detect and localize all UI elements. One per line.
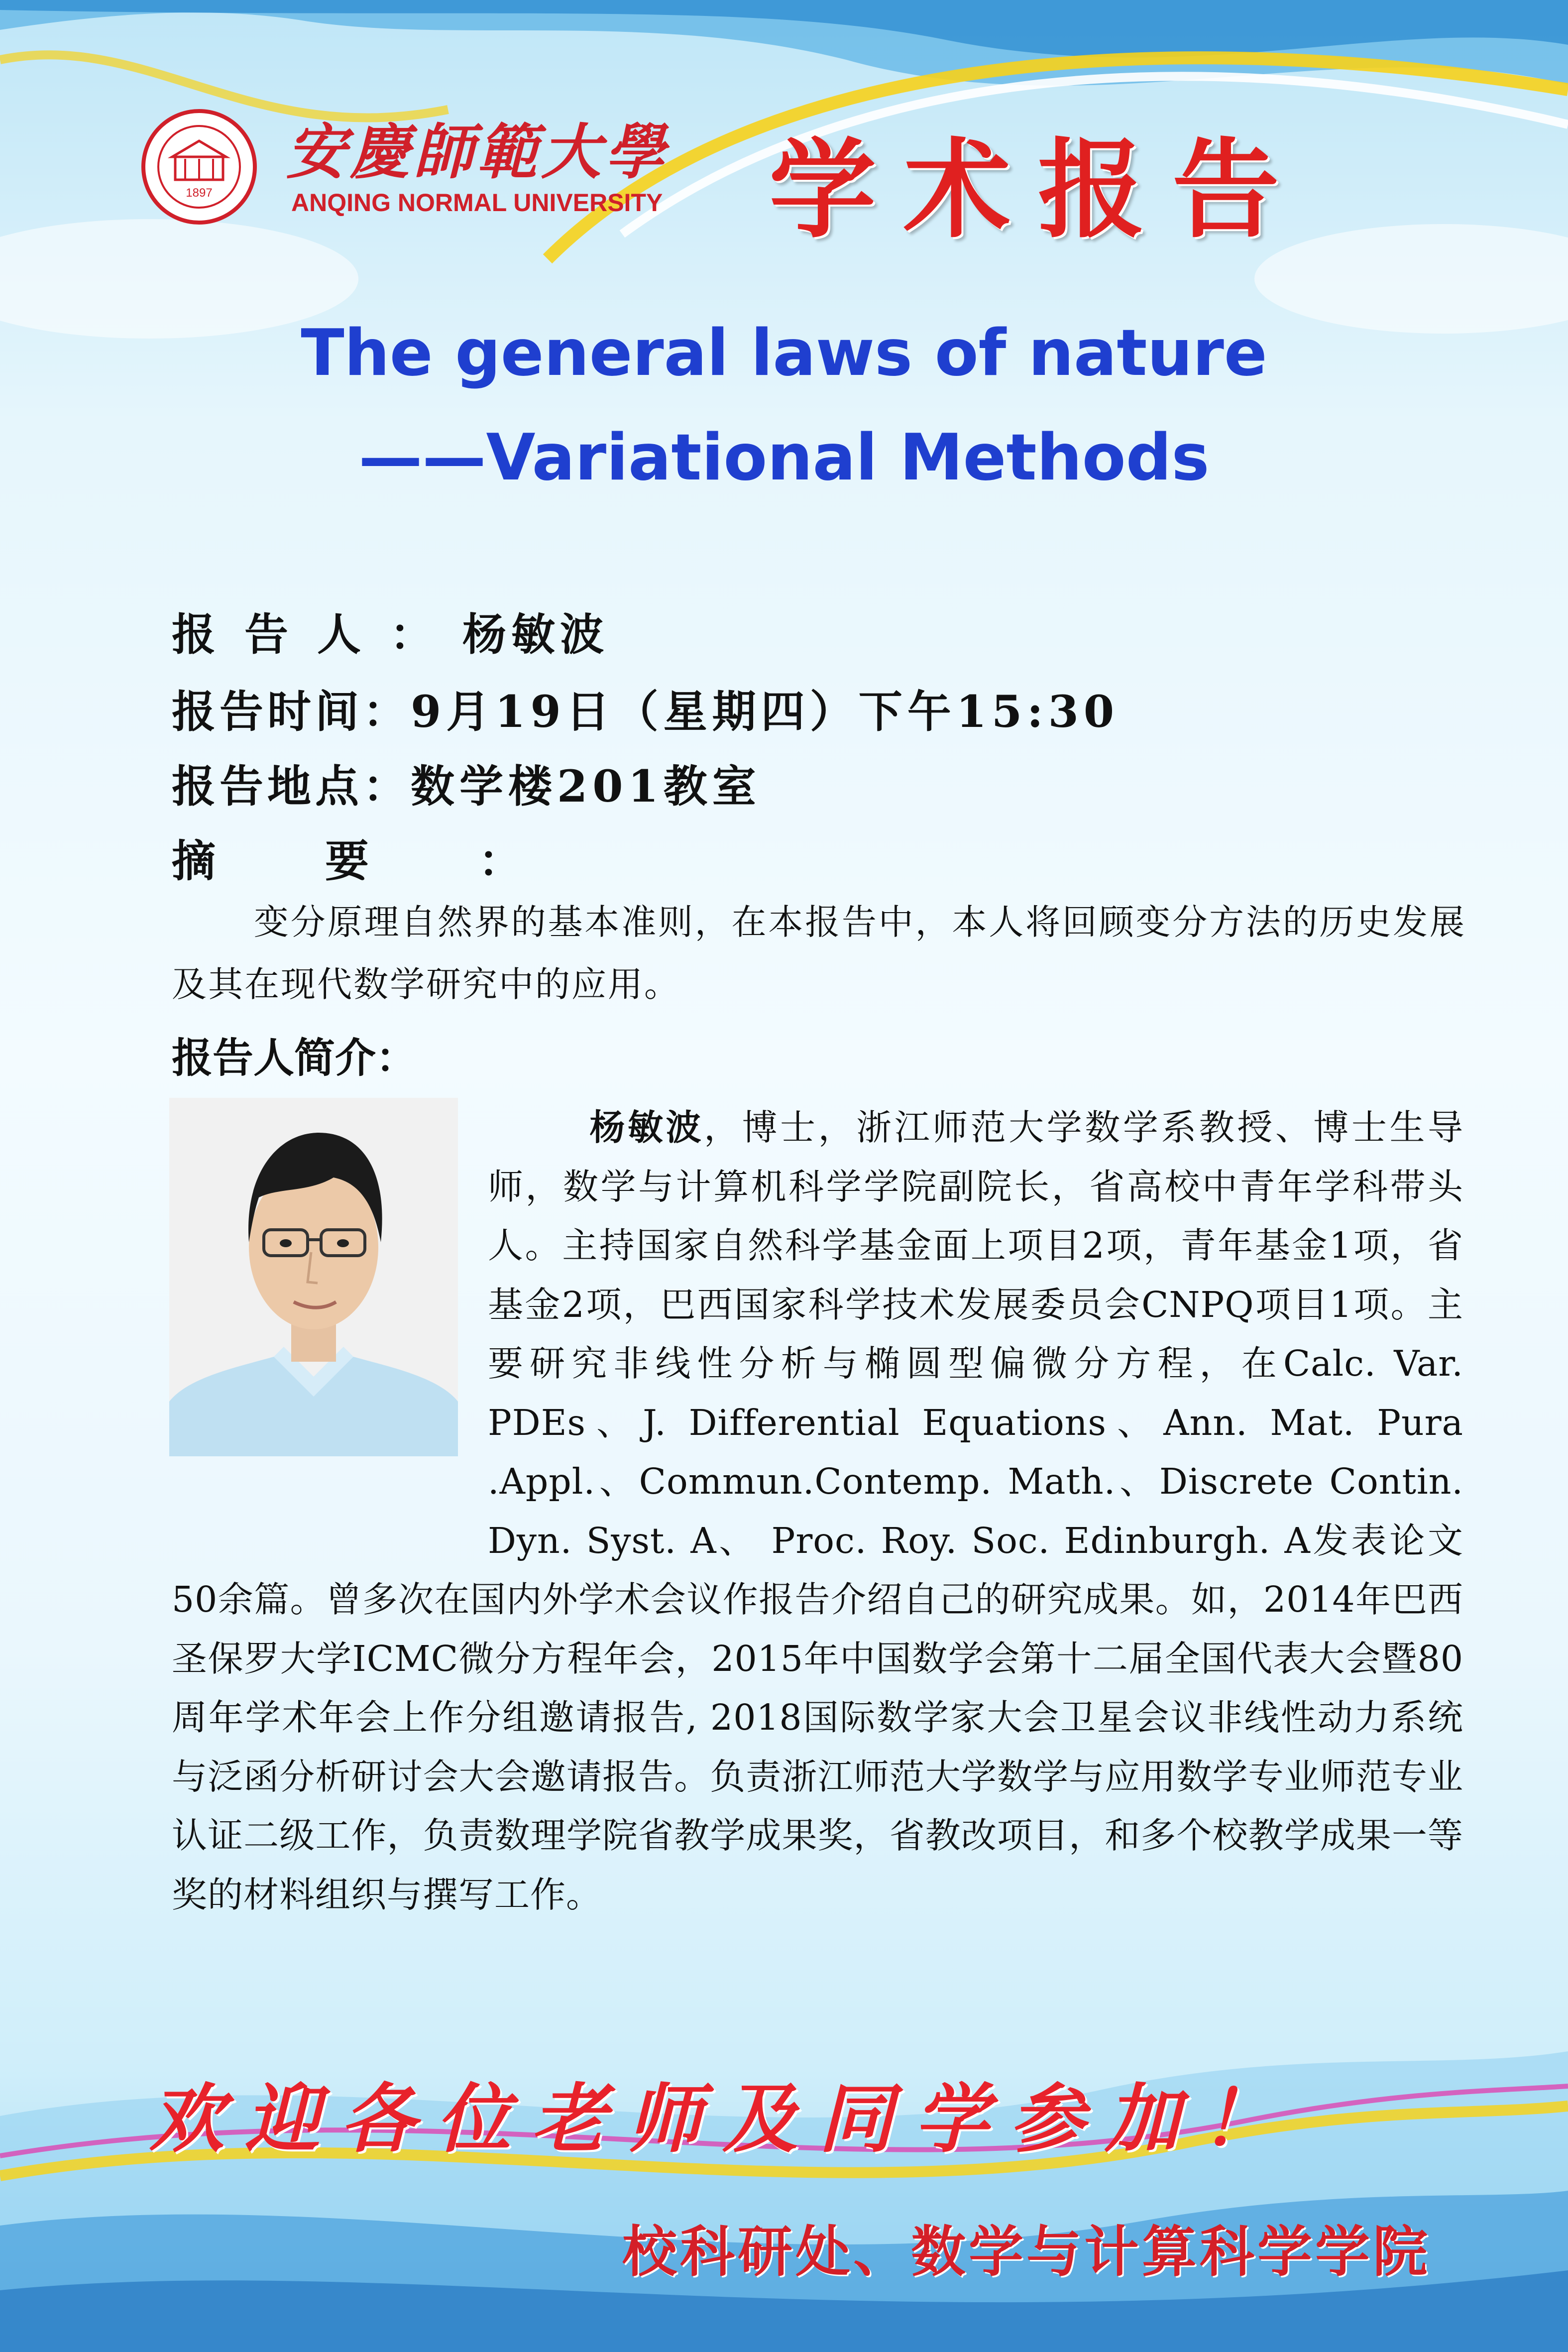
speaker-line (172, 600, 609, 663)
bio-name: 杨敏波 (587, 1106, 704, 1148)
bio-text (172, 1098, 1463, 1924)
logo-year: 1897 (186, 186, 213, 200)
abstract-label: 摘要： (172, 835, 632, 887)
place-line (172, 752, 761, 815)
abstract-heading (172, 826, 632, 889)
welcome-banner: 欢迎各位老师及同学参加！ (149, 2075, 1297, 2163)
time-line (172, 677, 1119, 740)
abstract-text: 变分原理自然界的基本准则，在本报告中，本人将回顾变分方法的历史发展及其在现代数学研究中的应用。 (172, 902, 1466, 1005)
university-name-cn: 安慶師範大學 (286, 117, 669, 187)
talk-title-line2: ——Variational Methods (358, 421, 1210, 495)
place-label: 报告地点： (172, 760, 411, 812)
university-name-en: ANQING NORMAL UNIVERSITY (291, 189, 663, 217)
time-label: 报告时间： (172, 686, 411, 737)
speaker-name: 杨敏波 (462, 608, 609, 660)
place-value: 数学楼201教室 (411, 760, 761, 812)
time-value: 9月19日（星期四）下午15:30 (411, 686, 1120, 737)
university-logo (139, 107, 259, 227)
photo-spacer (172, 1098, 488, 1556)
report-heading: 学术报告 (769, 126, 1307, 252)
speaker-label: 报告人： (172, 608, 463, 660)
bio-label: 报告人简介： (172, 1034, 417, 1082)
bio-body: ，博士，浙江师范大学数学系教授、博士生导师，数学与计算机科学学院副院长，省高校中青年学科带头人。主持国家自然科学基金面上项目2项，青年基金1项，省基金2项，巴西国家科学技术发展委员会CNPQ项目1项。主要研究非线性分析与椭圆型偏微分方程，在Calc. Var. PDEs、J. Differential Equations、Ann. Mat. Pura .Appl.、Commun.Contemp. Math.、Discrete Contin. Dyn. Syst. A、 Proc. Roy. Soc. Edinburgh. A发表论文50余篇。曾多次在国内外学术会议作报告介绍自己的研究成果。如，2014年巴西圣保罗大学ICMC微分方程年会，2015年中国数学会第十二届全国代表大会暨80周年学术年会上作分组邀请报告, 2018国际数学家大会卫星会议非线性动力系统与泛函分析研讨会大会邀请报告。负责浙江师范大学数学与应用数学专业师范专业认证二级工作，负责数理学院省教学成果奖，省教改项目，和多个校教学成果一等奖的材料组织与撰写工作。 (172, 1107, 1463, 1915)
talk-title-line1: The general laws of nature (301, 316, 1267, 390)
organizer: 校科研处、数学与计算科学学院 (622, 2220, 1431, 2284)
